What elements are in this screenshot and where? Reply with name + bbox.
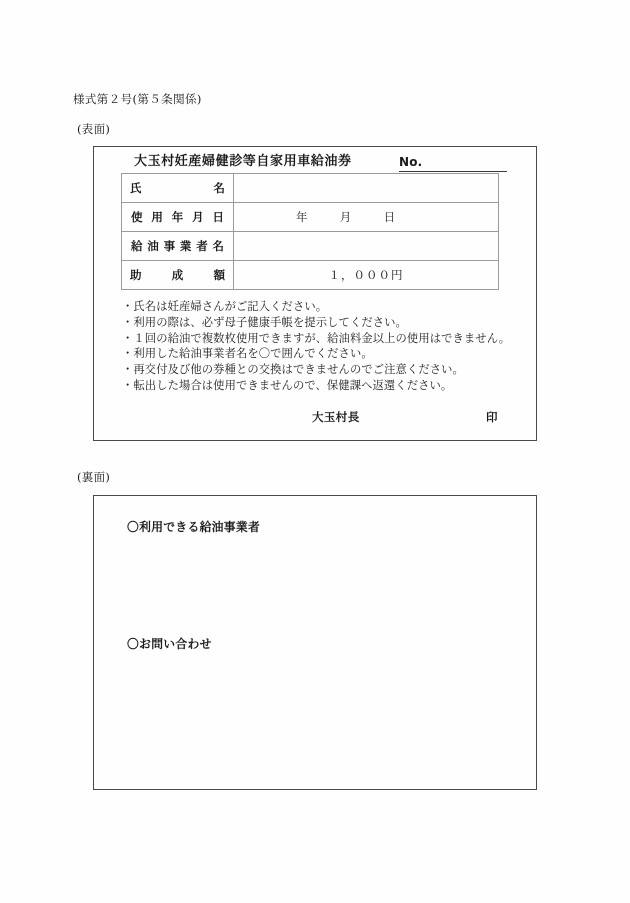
- label-char: 成: [171, 268, 184, 282]
- label-char: 業: [179, 239, 192, 253]
- note-item: ・利用した給油事業者名を〇で囲んでください。: [122, 347, 373, 361]
- label-char: 事: [163, 239, 176, 253]
- voucher-number-label: No.: [399, 155, 423, 169]
- label-char: 給: [131, 239, 143, 253]
- row-label-name: [122, 174, 234, 203]
- front-card: [93, 146, 537, 441]
- table-row: [122, 261, 499, 290]
- form-number-heading: 様式第２号(第５条関係): [73, 92, 202, 106]
- row-label-amount: [122, 261, 234, 290]
- label-char: 者: [196, 239, 208, 253]
- issuer-name: 大玉村長: [312, 410, 360, 424]
- label-char: 使: [131, 210, 143, 224]
- table-row: [122, 203, 499, 232]
- date-placeholder-group: [296, 209, 395, 225]
- label-char: 助: [130, 268, 142, 282]
- table-row: [122, 174, 499, 203]
- note-item: ・再交付及び他の券種との交換はできませんのでご注意ください。: [122, 363, 464, 377]
- seal-label: 印: [486, 410, 498, 424]
- signature-row: [94, 409, 536, 427]
- notes-list: [122, 299, 522, 394]
- row-label-station: [122, 232, 234, 261]
- back-heading-stations: 〇利用できる給油事業者: [127, 520, 261, 534]
- note-item: ・利用の際は、必ず母子健康手帳を提示してください。: [122, 315, 407, 329]
- back-heading-contact: 〇お問い合わせ: [127, 637, 212, 651]
- row-value-name[interactable]: [234, 174, 499, 203]
- note-item: ・１回の給油で複数枚使用できますが、給油料金以上の使用はできません。: [122, 331, 511, 345]
- label-char: 油: [147, 239, 159, 253]
- voucher-form-table: [121, 173, 499, 290]
- date-month-unit: 月: [339, 210, 352, 224]
- note-item: ・転出した場合は使用できませんので、保健課へ返還ください。: [122, 378, 453, 392]
- card-title-row: [94, 150, 536, 172]
- table-row: [122, 232, 499, 261]
- note-item: ・氏名は妊産婦さんがご記入ください。: [122, 300, 328, 313]
- label-char: 氏: [130, 181, 142, 195]
- date-day-unit: 日: [383, 210, 396, 224]
- row-value-usage-date[interactable]: [234, 203, 499, 232]
- front-side-label: (表面): [77, 122, 111, 136]
- back-side-label: (裏面): [77, 470, 111, 484]
- label-char: 名: [212, 239, 224, 253]
- back-card: [93, 495, 537, 790]
- label-char: 月: [192, 210, 204, 224]
- label-char: 用: [151, 210, 163, 224]
- row-value-station[interactable]: [234, 232, 499, 261]
- row-label-usage-date: [122, 203, 234, 232]
- voucher-number-field[interactable]: [399, 151, 507, 172]
- date-year-unit: 年: [296, 210, 308, 224]
- label-char: 日: [212, 210, 224, 224]
- row-value-amount: １，０００円: [234, 261, 499, 290]
- label-char: 名: [213, 181, 225, 195]
- label-char: 年: [171, 210, 184, 224]
- label-char: 額: [213, 268, 225, 282]
- card-title: 大玉村妊産婦健診等自家用車給油券: [134, 154, 352, 169]
